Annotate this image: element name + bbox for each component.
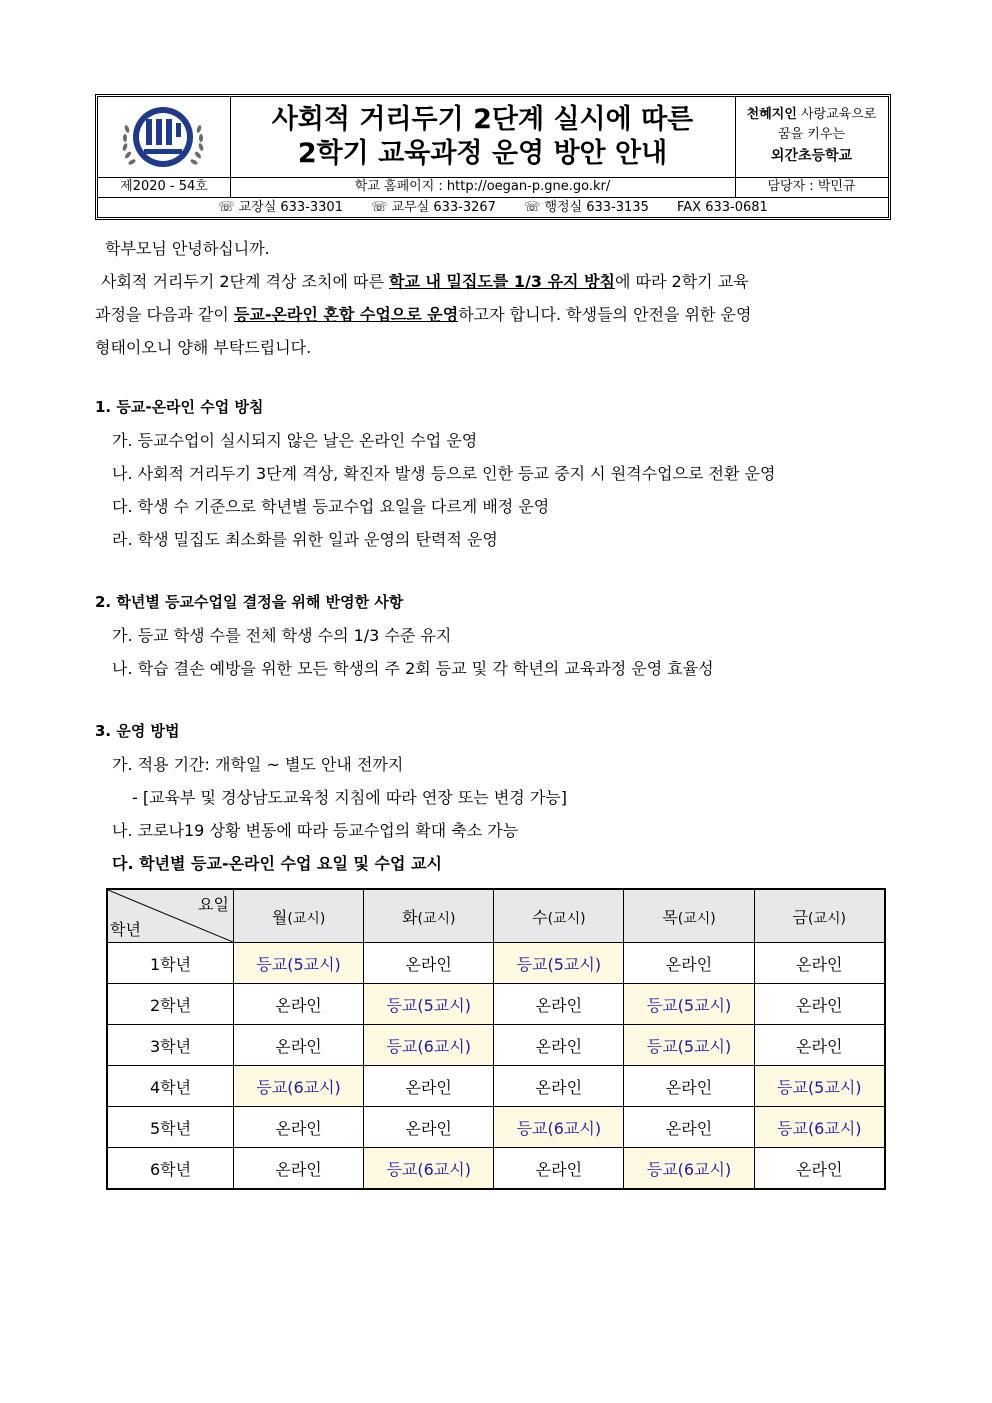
corner-diagonal xyxy=(108,890,233,942)
homepage-link[interactable]: 학교 홈페이지 : http://oegan-p.gne.go.kr/ xyxy=(230,177,736,197)
section-3-title: 3. 운영 방법 xyxy=(95,722,180,740)
section-2-item-2: 나. 학습 결손 예방을 위한 모든 학생의 주 2회 등교 및 각 학년의 교육과정 운영 효율성 xyxy=(112,659,714,678)
table-row xyxy=(107,984,885,1025)
intro-line-2 xyxy=(95,298,895,331)
section-2-item-1: 가. 등교 학생 수를 전체 학생 수의 1/3 수준 유지 xyxy=(112,626,452,645)
phone-admin: ☏ 행정실 633-3135 xyxy=(524,200,649,215)
school-day-cell: 등교(5교시) xyxy=(624,1025,754,1066)
fax-number: FAX 633-0681 xyxy=(677,200,768,215)
section-3-item-3: 다. 학년별 등교-온라인 수업 요일 및 수업 교시 xyxy=(112,854,442,873)
table-row xyxy=(107,943,885,984)
online-day-cell: 온라인 xyxy=(494,1025,624,1066)
online-day-cell: 온라인 xyxy=(234,1148,364,1190)
schedule-table xyxy=(106,888,886,1190)
online-day-cell: 온라인 xyxy=(754,984,885,1025)
title-line-2: 2학기 교육과정 운영 방안 안내 xyxy=(297,138,668,169)
section-1-item-4: 라. 학생 밀집도 최소화를 위한 일과 운영의 탄력적 운영 xyxy=(112,530,498,549)
letterhead-top-row xyxy=(98,97,888,178)
schedule-table-body xyxy=(107,943,885,1190)
online-day-cell: 온라인 xyxy=(624,1066,754,1107)
school-day-cell: 등교(5교시) xyxy=(234,943,364,984)
online-day-cell: 온라인 xyxy=(234,1025,364,1066)
day-unit: (교시) xyxy=(677,910,716,927)
slogan-line-2: 꿈을 키우는 xyxy=(778,127,845,142)
school-day-cell: 등교(5교시) xyxy=(754,1066,885,1107)
phone-principal: ☏ 교장실 633-3301 xyxy=(218,200,343,215)
section-2-title: 2. 학년별 등교수업일 결정을 위해 반영한 사항 xyxy=(95,593,404,611)
table-row xyxy=(107,1107,885,1148)
table-corner-cell xyxy=(107,889,234,943)
day-unit: (교시) xyxy=(417,910,456,927)
contact-person: 담당자 : 박민규 xyxy=(767,179,856,194)
section-3-item-1-note: - [교육부 및 경상남도교육청 지침에 따라 연장 또는 변경 가능] xyxy=(132,788,567,807)
grade-cell: 6학년 xyxy=(107,1148,234,1190)
phone-academic: ☏ 교무실 633-3267 xyxy=(371,200,496,215)
school-day-cell: 등교(5교시) xyxy=(364,984,494,1025)
intro-line-2-a: 과정을 다음과 같이 xyxy=(95,305,234,324)
online-day-cell: 온라인 xyxy=(364,1066,494,1107)
online-day-cell: 온라인 xyxy=(624,1107,754,1148)
school-logo xyxy=(98,97,230,177)
school-day-cell: 등교(6교시) xyxy=(234,1066,364,1107)
table-row xyxy=(107,1148,885,1190)
online-day-cell: 온라인 xyxy=(754,943,885,984)
doc-number: 제2020 - 54호 xyxy=(98,177,231,197)
corner-grade-label: 학년 xyxy=(110,920,141,939)
school-day-cell: 등교(6교시) xyxy=(754,1107,885,1148)
title-line-1: 사회적 거리두기 2단계 실시에 따른 xyxy=(271,104,694,135)
intro-line-1-a: 사회적 거리두기 2단계 격상 조치에 따른 xyxy=(101,272,389,291)
grade-cell: 4학년 xyxy=(107,1066,234,1107)
school-day-cell: 등교(6교시) xyxy=(624,1148,754,1190)
school-logo-cell xyxy=(98,97,231,177)
section-1-item-2: 나. 사회적 거리두기 3단계 격상, 확진자 발생 등으로 인한 등교 중지 시 원격수업으로 전환 운영 xyxy=(112,464,776,483)
greeting: 학부모님 안녕하십니까. xyxy=(105,239,270,258)
grade-cell: 5학년 xyxy=(107,1107,234,1148)
section-1-item-3: 다. 학생 수 기준으로 학년별 등교수업 요일을 다르게 배정 운영 xyxy=(112,497,550,516)
school-day-cell: 등교(5교시) xyxy=(494,943,624,984)
phone-numbers-row xyxy=(98,198,888,218)
day-unit: (교시) xyxy=(287,910,326,927)
online-day-cell: 온라인 xyxy=(754,1025,885,1066)
corner-day-label: 요일 xyxy=(198,895,229,914)
section-3-item-2: 나. 코로나19 상황 변동에 따라 등교수업의 확대 축소 가능 xyxy=(112,821,519,840)
online-day-cell: 온라인 xyxy=(624,943,754,984)
letterhead-info-row xyxy=(98,177,888,198)
document-title xyxy=(230,97,736,177)
intro-line-1 xyxy=(101,265,901,298)
online-day-cell: 온라인 xyxy=(364,1107,494,1148)
intro-line-3: 형태이오니 양해 부탁드립니다. xyxy=(95,338,312,357)
online-day-cell: 온라인 xyxy=(494,1066,624,1107)
slogan-line-1 xyxy=(735,105,888,125)
day-header-mon xyxy=(234,889,364,943)
day-name: 목 xyxy=(662,907,678,927)
day-name: 금 xyxy=(792,907,809,927)
school-day-cell: 등교(5교시) xyxy=(624,984,754,1025)
table-header-row xyxy=(107,889,885,943)
table-row xyxy=(107,1066,885,1107)
section-1-title: 1. 등교-온라인 수업 방침 xyxy=(95,398,264,416)
online-day-cell: 온라인 xyxy=(364,943,494,984)
grade-cell: 3학년 xyxy=(107,1025,234,1066)
day-header-tue xyxy=(364,889,494,943)
online-day-cell: 온라인 xyxy=(234,984,364,1025)
day-name: 화 xyxy=(401,907,418,927)
letterhead xyxy=(95,94,891,220)
online-day-cell: 온라인 xyxy=(494,1148,624,1190)
day-unit: (교시) xyxy=(808,910,846,927)
online-day-cell: 온라인 xyxy=(754,1148,885,1190)
day-header-wed xyxy=(494,889,624,943)
day-name: 수 xyxy=(532,907,548,927)
day-unit: (교시) xyxy=(547,910,586,927)
day-header-fri xyxy=(754,889,885,943)
online-day-cell: 온라인 xyxy=(494,984,624,1025)
section-1-item-1: 가. 등교수업이 실시되지 않은 날은 온라인 수업 운영 xyxy=(112,431,478,450)
school-day-cell: 등교(6교시) xyxy=(494,1107,624,1148)
grade-cell: 2학년 xyxy=(107,984,234,1025)
day-name: 월 xyxy=(271,907,288,927)
table-row xyxy=(107,1025,885,1066)
day-header-thu xyxy=(624,889,754,943)
intro-line-2-b: 하고자 합니다. 학생들의 안전을 위한 운영 xyxy=(458,305,752,324)
slogan-rest: 사랑교육으로 xyxy=(796,107,877,122)
grade-cell: 1학년 xyxy=(107,943,234,984)
school-day-cell: 등교(6교시) xyxy=(364,1025,494,1066)
online-day-cell: 온라인 xyxy=(234,1107,364,1148)
school-name: 외간초등학교 xyxy=(770,148,853,164)
intro-emphasis-2: 등교-온라인 혼합 수업으로 운영 xyxy=(233,305,459,324)
school-day-cell: 등교(6교시) xyxy=(364,1148,494,1190)
section-3-item-1: 가. 적용 기간: 개학일 ~ 별도 안내 전까지 xyxy=(112,755,404,774)
intro-emphasis-1: 학교 내 밀집도를 1/3 유지 방침 xyxy=(389,272,615,291)
slogan-bold: 천혜지인 xyxy=(746,107,797,122)
school-slogan xyxy=(735,97,888,177)
intro-line-1-b: 에 따라 2학기 교육 xyxy=(614,272,749,291)
